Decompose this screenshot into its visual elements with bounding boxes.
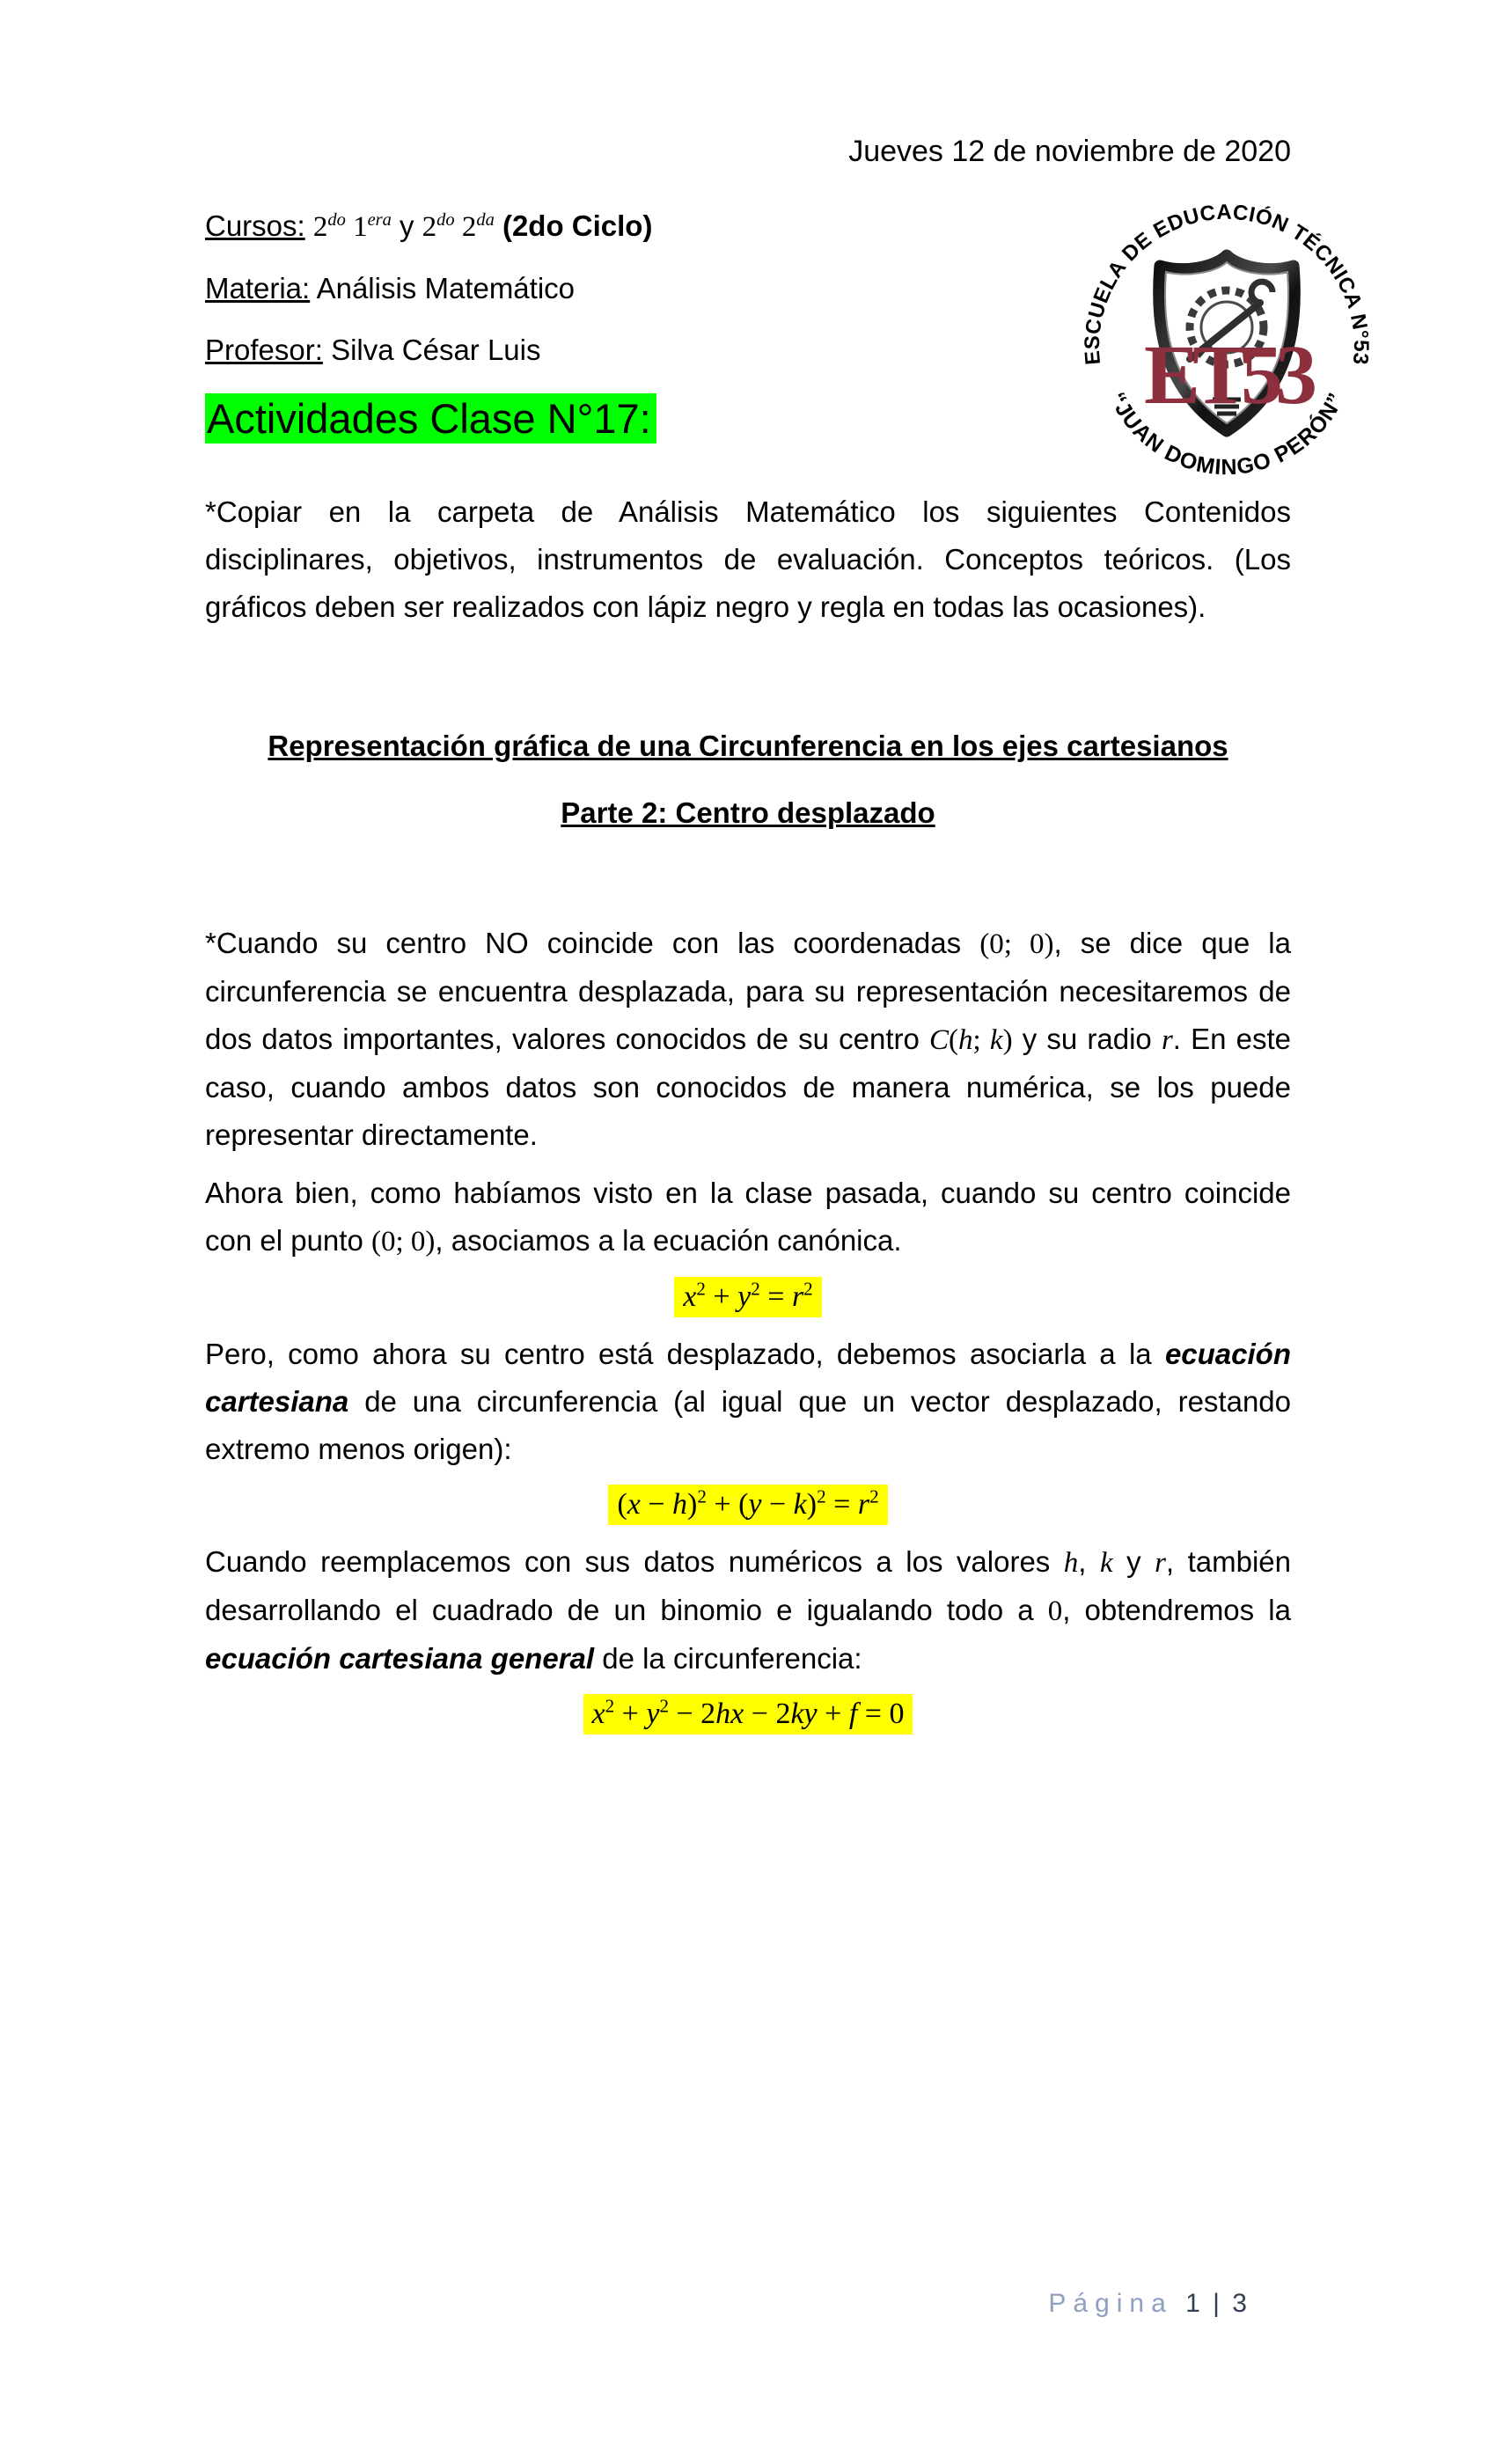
page-title-highlight: Actividades Clase N°17:	[205, 393, 656, 444]
logo-monogram: ET53	[1143, 327, 1310, 422]
cursos-value: $2^{do}$ $1^{era}$ y $2^{do}$ $2^{da}$ (2do Ciclo)	[312, 209, 653, 243]
logo-arc-bottom-text: “JUAN DOMINGO PERÓN”	[1104, 388, 1349, 480]
materia-label: Materia:	[205, 272, 311, 304]
formula-canonica: $x^2 + y^2 = r^2$	[674, 1277, 821, 1317]
footer-page-number: 1 | 3	[1185, 2289, 1250, 2318]
paragraph-ecuacion-canonica: Ahora bien, como habíamos visto en la clase pasada, cuando su centro coincide con el punto (0; 0), asociamos a la ecuación canónica.	[205, 1177, 1291, 1258]
date-text: Jueves 12 de noviembre de 2020	[848, 135, 1291, 168]
page-footer	[1048, 2286, 1250, 2321]
formula-cartesiana-row	[205, 1480, 1291, 1528]
paragraph-ecuacion-general: Cuando reemplacemos con sus datos numéricos a los valores h, k y r, también desarrollando el cuadrado de un binomio e igualando todo a 0, obtendremos la ecuación cartesiana general de la circunferencia:	[205, 1545, 1291, 1675]
paragraph-ecuacion-cartesiana: Pero, como ahora su centro está desplazado, debemos asociarla a la ecuación cartesiana de una circunferencia (al igual que un vector desplazado, restando extremo menos origen):	[205, 1338, 1291, 1465]
profesor-label: Profesor:	[205, 334, 323, 366]
formula-cartesiana: $(x - h)^2 + (y - k)^2 = r^2$	[608, 1485, 887, 1525]
section-heading-main: Representación gráfica de una Circunferencia en los ejes cartesianos	[268, 730, 1228, 762]
formula-general: $x^2 + y^2 - 2hx - 2ky + f = 0$	[583, 1694, 913, 1734]
section-heading-sub: Parte 2: Centro desplazado	[561, 796, 935, 829]
paragraph-centro-desplazado: *Cuando su centro NO coincide con las coordenadas (0; 0), se dice que la circunferencia se encuentra desplazada, para su representación necesitaremos de dos datos importantes, valores conocidos de su centro C(h; k) y su radio r. En este caso, cuando ambos datos son conocidos de manera numérica, se los puede representar directamente.	[205, 927, 1291, 1151]
cursos-label: Cursos:	[205, 209, 305, 242]
logo-arc-top-text: ESCUELA DE EDUCACIÓN TÉCNICA N°53	[1080, 200, 1374, 366]
profesor-value: Silva César Luis	[331, 334, 541, 366]
formula-general-row	[205, 1690, 1291, 1737]
materia-value: Análisis Matemático	[316, 272, 576, 304]
intro-paragraph: *Copiar en la carpeta de Análisis Matemático los siguientes Contenidos disciplinares, objetivos, instrumentos de evaluación. Conceptos teóricos. (Los gráficos deben ser realizados con lápiz negro y regla en todas las ocasiones).	[205, 495, 1291, 623]
school-seal-icon	[1079, 199, 1375, 495]
formula-canonica-row	[205, 1272, 1291, 1320]
footer-page-label: Página	[1048, 2289, 1173, 2318]
school-logo	[1079, 199, 1375, 495]
